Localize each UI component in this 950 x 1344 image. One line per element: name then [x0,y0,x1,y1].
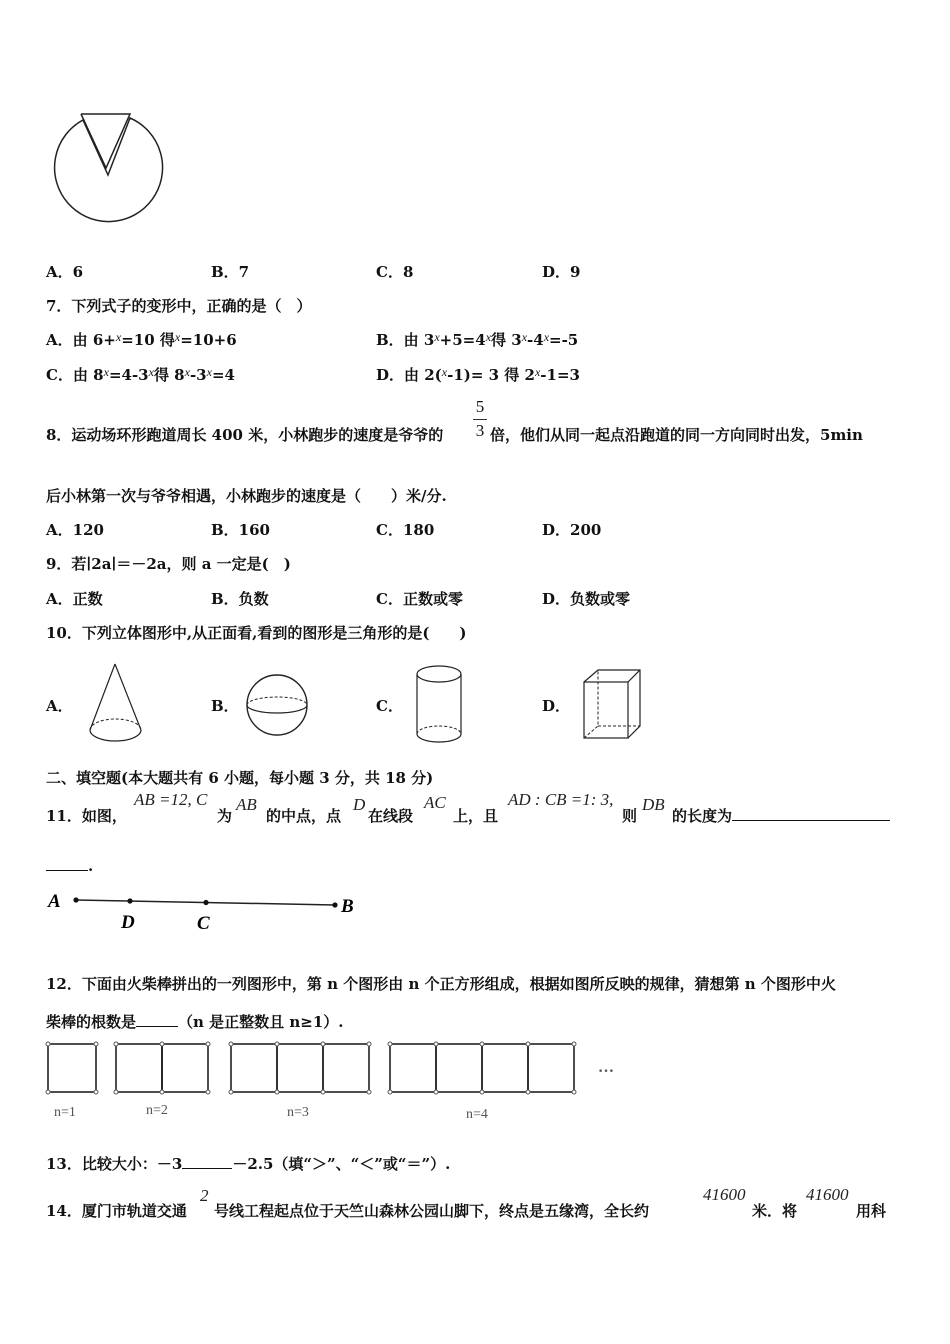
q11-math-ab: AB [236,795,257,814]
q7-option-a: A．由 6+$^x$=10 得$^x$=10+6 [46,330,237,349]
q8-option-c: C．180 [376,521,435,539]
q11-t5: 则 [622,807,638,825]
q8-line2: 后小林第一次与爷爷相遇，小林跑步的速度是（ ）米/分. [46,487,447,505]
q14-t3: 用科 [856,1202,887,1220]
q10-cone-figure [86,662,146,746]
q11-point-b: B [341,896,354,917]
section2-title: 二、填空题(本大题共有 6 小题，每小题 3 分，共 18 分) [46,769,434,787]
q6-option-d: D．9 [542,263,581,281]
q11-t2: 的中点，点 [266,807,342,825]
q11-pre: 11．如图， [46,807,127,825]
q8-fraction-denominator: 3 [475,421,485,440]
q10-stem: 10．下列立体图形中,从正面看,看到的图形是三角形的是( ) [46,624,467,642]
q8-line1-pre: 8．运动场环形跑道周长 400 米，小林跑步的速度是爷爷的 [46,426,444,444]
q6-option-c: C．8 [376,263,414,281]
q11-t4: 上，且 [453,807,499,825]
q11-math-ab-c: AB =12, C [134,790,208,809]
q10-option-b: B． [211,697,239,715]
q12-label-n3: n=3 [287,1105,309,1120]
q11-t1: 为 [217,807,233,825]
q7-option-b: B．由 $3^x+5=4^x$得 $3^x-4^x=-5$ [376,330,579,349]
q12-matchstick-figures [44,1040,634,1125]
q8-line1-post: 倍，他们从同一起点沿跑道的同一方向同时出发，5min [490,426,863,444]
q8-fraction-numerator: 5 [475,397,485,416]
q10-sphere-figure [244,672,310,738]
q9-option-b: B．负数 [211,590,269,608]
q10-option-a: A． [46,697,73,715]
q11-point-d: D [121,912,135,933]
q12-label-n1: n=1 [54,1105,76,1120]
q9-stem: 9．若∣2a∣＝－2a，则 a 一定是( ) [46,555,291,573]
q11-point-a: A [48,891,61,912]
q12-label-n2: n=2 [146,1103,168,1118]
q11-point-c: C [197,913,210,934]
q7-stem: 7．下列式子的变形中，正确的是（ ） [46,297,312,315]
q9-option-a: A．正数 [46,590,103,608]
q7-option-d: D．由 2($^x$-1)= 3 得 $2^x-1=3$ [376,365,580,384]
q11-math-ratio: AD : CB =1: 3, [508,790,614,809]
q14-t2: 米．将 [752,1202,798,1220]
q8-option-d: D．200 [542,521,602,539]
q11-t6: 的长度为 [672,805,890,826]
q9-option-c: C．正数或零 [376,590,463,608]
q11-line-segment-figure [44,888,374,938]
q11-math-ac: AC [424,793,446,812]
q12-label-n4: n=4 [466,1107,488,1122]
q11-answer-line-end: . [46,857,93,875]
q14-pre: 14．厦门市轨道交通 [46,1202,187,1220]
q6-option-b: B．7 [211,263,250,281]
q7-option-c: C．由 $8^x=4-3^x$得 $8^x-3^x=4$ [46,365,235,384]
q8-option-b: B．160 [211,521,270,539]
q10-cube-figure [582,668,644,742]
q10-option-c: C． [376,697,403,715]
q13-compare: 13．比较大小：－3 －2.5（填“＞”、“＜”或“＝”）. [46,1155,451,1173]
q12-line1: 12．下面由火柴棒拼出的一列图形中，第 n 个图形由 n 个正方形组成，根据如图所反映的规律，猜想第 n 个图形中火 [46,975,836,993]
q11-math-d: D [353,795,366,814]
q10-option-d: D． [542,697,571,715]
q12-line2: 柴棒的根数是 （n 是正整数且 n≥1）. [46,1013,344,1031]
q14-math-2: 2 [200,1186,209,1205]
q11-math-db: DB [642,795,665,814]
q14-t1: 号线工程起点位于天竺山森林公园山脚下，终点是五缘湾，全长约 [214,1202,650,1220]
q14-math-41600-a: 41600 [703,1185,746,1204]
q9-option-d: D．负数或零 [542,590,631,608]
q8-option-a: A．120 [46,521,104,539]
q11-t3: 在线段 [368,807,414,825]
q10-cylinder-figure [414,664,466,746]
q12-ellipsis: … [598,1059,614,1076]
q8-fraction-bar [473,419,487,420]
q6-option-a: A．6 [46,263,84,281]
q14-math-41600-b: 41600 [806,1185,849,1204]
q6-figure-circle-sector [48,110,168,235]
